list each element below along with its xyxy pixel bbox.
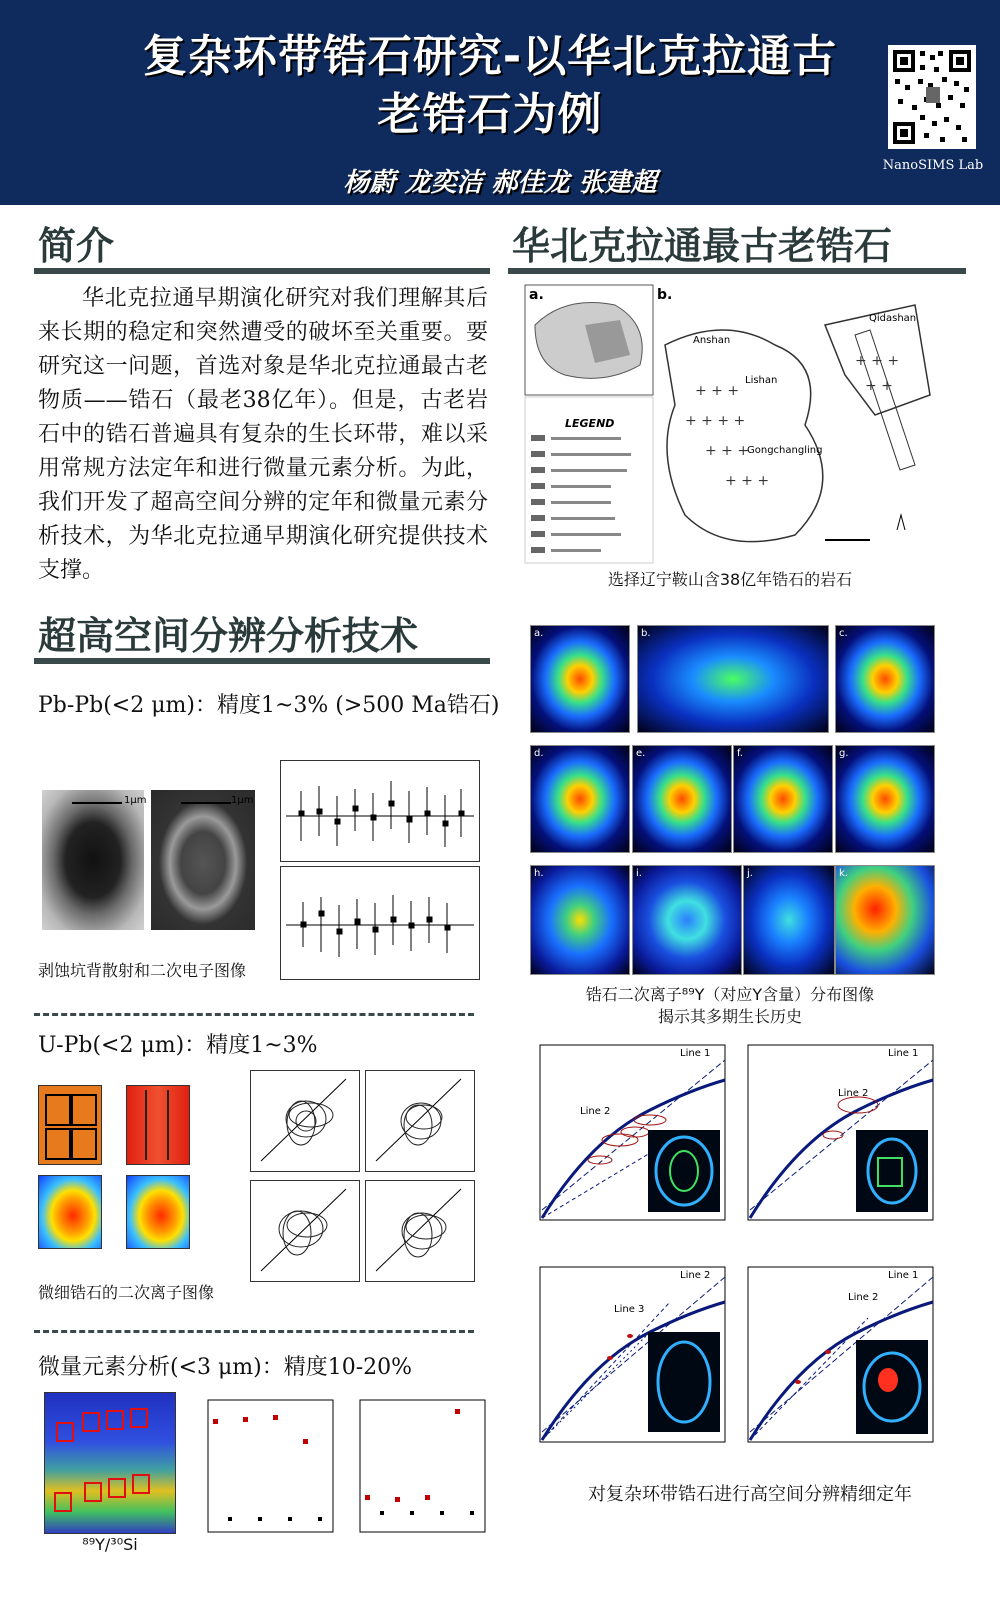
ion-image-d <box>530 745 630 853</box>
upb-ion-image-2 <box>126 1085 190 1165</box>
trace-ion-image <box>44 1392 176 1534</box>
oldest-rule <box>508 268 966 274</box>
concordia-line-2: Line 2 <box>580 1106 611 1117</box>
svg-text:+ + +: + + + <box>695 383 740 399</box>
header-banner <box>0 0 1000 205</box>
ion-image-f <box>733 745 833 853</box>
se-image <box>151 790 255 930</box>
ion-image-d-label: d. <box>534 748 544 759</box>
pbpb-caption: 剥蚀坑背散射和二次电子图像 <box>38 961 247 980</box>
upb-plot-d <box>365 1180 475 1282</box>
scale-label: 1μm <box>231 795 254 806</box>
ion-image-j <box>743 865 835 975</box>
svg-text:+ + +: + + + <box>725 473 770 489</box>
upb-plot-a <box>250 1070 360 1172</box>
svg-text:+ + +: + + + <box>855 353 900 369</box>
upb-ion-image-3 <box>38 1175 102 1249</box>
dating-caption: 对复杂环带锆石进行高空间分辨精细定年 <box>588 1484 912 1505</box>
concordia-line-2: Line 2 <box>838 1088 869 1099</box>
divider-2 <box>34 1330 474 1333</box>
pbpb-label: Pb-Pb(<2 μm)：精度1~3% (>500 Ma锆石) <box>38 693 500 718</box>
map-label-qidashan: Qidashan <box>869 313 917 324</box>
title-line-2: 老锆石为例 <box>377 89 603 140</box>
tech-rule <box>34 658 490 664</box>
ion-image-g-label: g. <box>839 748 849 759</box>
intro-text: 华北克拉通早期演化研究对我们理解其后来长期的稳定和突然遭受的破坏至关重要。要研究这一问题，首选对象是华北克拉通最古老物质——锆石（最老38亿年）。但是，古老岩石中的锆石普遍具有复杂的生长环带，难以采用常规方法定年和进行微量元素分析。为此，我们开发了超高空间分辨的定年和微量元素分析技术，为华北克拉通早期演化研究提供技术支撑。 <box>38 286 488 583</box>
intro-rule <box>34 268 490 274</box>
svg-text:+ +: + + <box>865 378 893 394</box>
ion-image-k <box>835 865 935 975</box>
ion-image-k-label: k. <box>839 868 848 879</box>
ion-image-f-label: f. <box>737 748 743 759</box>
upb-plot-b <box>365 1070 475 1172</box>
upb-ion-image-4 <box>126 1175 190 1249</box>
trace-plot-2 <box>340 1395 490 1545</box>
concordia-line-3: Line 3 <box>614 1304 645 1315</box>
ion-image-g <box>835 745 935 853</box>
concordia-plot-4 <box>738 1262 938 1452</box>
map-caption: 选择辽宁鞍山含38亿年锆石的岩石 <box>607 570 853 589</box>
svg-text:+ + +: + + + <box>705 443 750 459</box>
upb-ion-image-1 <box>38 1085 102 1165</box>
ion-image-i-label: i. <box>636 868 642 879</box>
ion-image-h-label: h. <box>534 868 544 879</box>
concordia-line-2: Line 2 <box>848 1292 879 1303</box>
upb-caption: 微细锆石的二次离子图像 <box>38 1283 215 1302</box>
ion-image-c-label: c. <box>839 628 848 639</box>
geology-map <box>525 285 945 563</box>
map-label-gongchangling: Gongchangling <box>747 445 823 456</box>
tech-heading: 超高空间分辨分析技术 <box>38 614 419 658</box>
ion-image-a <box>530 625 630 733</box>
trace-label: 微量元素分析(<3 μm)：精度10-20% <box>38 1355 413 1380</box>
ion-image-e <box>632 745 732 853</box>
map-label-a: a. <box>529 287 544 303</box>
bse-image <box>42 790 147 930</box>
trace-plot-y <box>188 1395 338 1545</box>
ion-image-h <box>530 865 630 975</box>
ion-caption-1: 锆石二次离子⁸⁹Y（对应Y含量）分布图像 <box>585 985 875 1004</box>
ion-image-c <box>835 625 935 733</box>
concordia-line-2: Line 2 <box>680 1270 711 1281</box>
concordia-plot-3 <box>530 1262 730 1452</box>
lab-name: NanoSIMS Lab <box>882 158 984 173</box>
concordia-line-1: Line 1 <box>680 1048 711 1059</box>
concordia-plot-1 <box>530 1040 730 1230</box>
concordia-plot-2 <box>738 1040 938 1230</box>
qr-code <box>888 45 976 149</box>
pbpb-plot-a <box>280 760 480 862</box>
poster-title <box>120 28 860 144</box>
trace-axis-label: ⁸⁹Y/³⁰Si <box>82 1535 138 1554</box>
map-label-anshan: Anshan <box>693 335 731 346</box>
map-label-b: b. <box>657 287 673 303</box>
ion-image-i <box>632 865 742 975</box>
svg-text:+ + + +: + + + + <box>685 413 746 429</box>
ion-image-e-label: e. <box>636 748 646 759</box>
authors: 杨蔚 龙奕洁 郝佳龙 张建超 <box>343 168 657 198</box>
upb-label: U-Pb(<2 μm)：精度1~3% <box>38 1033 318 1058</box>
title-line-1: 复杂环带锆石研究-以华北克拉通古 <box>142 31 838 82</box>
upb-plot-c <box>250 1180 360 1282</box>
ion-image-b <box>637 625 829 733</box>
scale-label: 1μm <box>124 795 147 806</box>
oldest-heading: 华北克拉通最古老锆石 <box>512 224 893 268</box>
intro-heading: 简介 <box>38 224 115 268</box>
ion-image-j-label: j. <box>747 868 753 879</box>
divider-1 <box>34 1013 474 1016</box>
map-label-lishan: Lishan <box>745 375 778 386</box>
ion-caption-2: 揭示其多期生长历史 <box>657 1007 802 1026</box>
map-legend: LEGEND <box>565 417 615 430</box>
concordia-line-1: Line 1 <box>888 1048 919 1059</box>
pbpb-plot-b <box>280 866 480 980</box>
ion-image-b-label: b. <box>641 628 651 639</box>
concordia-line-1: Line 1 <box>888 1270 919 1281</box>
ion-image-a-label: a. <box>534 628 544 639</box>
